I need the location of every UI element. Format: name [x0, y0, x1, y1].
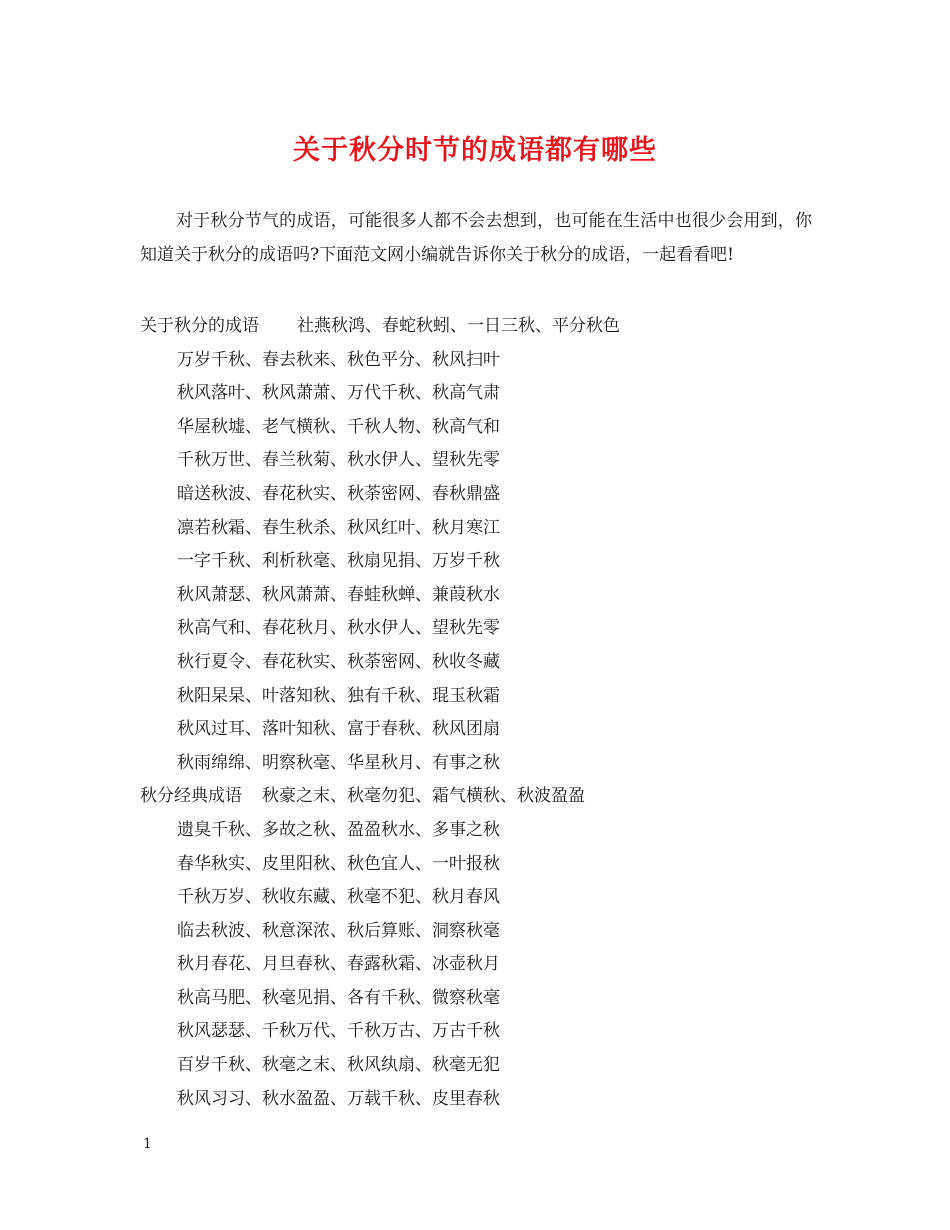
idiom-line: 千秋万岁、秋收东藏、秋毫不犯、秋月春风 — [177, 887, 500, 908]
idiom-line: 千秋万世、春兰秋菊、秋水伊人、望秋先零 — [177, 450, 500, 471]
idiom-line: 秋高马肥、秋毫见捐、各有千秋、微察秋毫 — [177, 987, 500, 1008]
idiom-line: 秋风过耳、落叶知秋、富于春秋、秋风团扇 — [177, 719, 500, 740]
idiom-line: 秋雨绵绵、明察秋毫、华星秋月、有事之秋 — [177, 752, 500, 773]
section-heading: 关于秋分的成语 — [140, 316, 259, 336]
idiom-line: 华屋秋墟、老气横秋、千秋人物、秋高气和 — [177, 416, 500, 437]
idiom-line: 临去秋波、秋意深浓、秋后算账、洞察秋毫 — [177, 920, 500, 941]
idiom-line: 春华秋实、皮里阳秋、秋色宜人、一叶报秋 — [177, 853, 500, 874]
idiom-line: 秋风瑟瑟、千秋万代、千秋万古、万古千秋 — [177, 1021, 500, 1042]
idiom-line: 秋阳杲杲、叶落知秋、独有千秋、琨玉秋霜 — [177, 685, 500, 706]
idiom-list — [140, 310, 820, 1116]
idiom-line: 秋豪之末、秋毫勿犯、霜气横秋、秋波盈盈 — [262, 786, 585, 807]
section-heading-line — [140, 780, 820, 814]
idiom-line: 秋月春花、月旦春秋、春露秋霜、冰壶秋月 — [177, 954, 500, 975]
idiom-line: 秋行夏令、春花秋实、秋荼密网、秋收冬藏 — [177, 651, 500, 672]
idiom-line: 一字千秋、利析秋毫、秋扇见捐、万岁千秋 — [177, 551, 500, 572]
idiom-line: 秋风落叶、秋风萧萧、万代千秋、秋高气肃 — [177, 383, 500, 404]
idiom-line: 凛若秋霜、春生秋杀、秋风红叶、秋月寒江 — [177, 517, 500, 538]
section-heading: 秋分经典成语 — [140, 786, 242, 807]
section-heading-line — [140, 310, 820, 344]
idiom-line: 遗臭千秋、多故之秋、盈盈秋水、多事之秋 — [177, 819, 500, 840]
intro-paragraph: 对于秋分节气的成语，可能很多人都不会去想到，也可能在生活中也很少会用到，你知道关于秋分的成语吗?下面范文网小编就告诉你关于秋分的成语，一起看看吧! — [140, 211, 812, 265]
idiom-line: 秋高气和、春花秋月、秋水伊人、望秋先零 — [177, 618, 500, 639]
idiom-line: 社燕秋鸿、春蛇秋蚓、一日三秋、平分秋色 — [297, 316, 620, 336]
idiom-line: 万岁千秋、春去秋来、秋色平分、秋风扫叶 — [177, 349, 500, 370]
idiom-line: 百岁千秋、秋毫之末、秋风纨扇、秋毫无犯 — [177, 1055, 500, 1076]
idiom-line: 秋风习习、秋水盈盈、万载千秋、皮里春秋 — [177, 1088, 500, 1109]
idiom-line: 暗送秋波、春花秋实、秋荼密网、春秋鼎盛 — [177, 483, 500, 504]
idiom-line: 秋风萧瑟、秋风萧萧、春蛙秋蝉、兼葭秋水 — [177, 584, 500, 605]
page-title: 关于秋分时节的成语都有哪些 — [293, 135, 657, 166]
page-number: 1 — [143, 1136, 152, 1152]
